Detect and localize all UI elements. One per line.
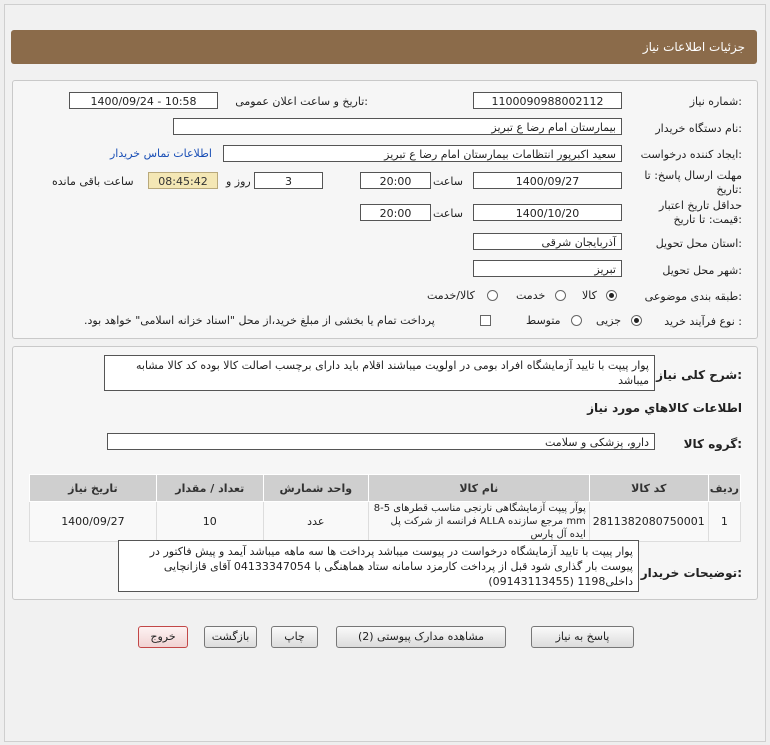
validity-label — [659, 199, 742, 227]
treasury-payment-checkbox[interactable] — [480, 315, 491, 326]
announce-label: تاریخ و ساعت اعلان عمومی: — [235, 95, 368, 108]
validity-date-field: 1400/10/20 — [473, 204, 622, 221]
buyer-notes-label: توضیحات خریدار: — [640, 566, 742, 580]
cell-name: پوآر پیپت آزمایشگاهی نارنجی مناسب قطرهای 5-8 mm مرجع سازنده ALLA فرانسه از شرکت پل ایده آل پارس — [368, 502, 589, 542]
category-radio-service[interactable] — [555, 290, 566, 301]
category-option-goods-service: کالا/خدمت — [427, 289, 475, 302]
validity-label-line2: قیمت: تا تاریخ: — [673, 213, 742, 226]
col-unit: واحد شمارش — [263, 475, 368, 502]
goods-group-label: گروه کالا: — [683, 437, 742, 451]
validity-time-field: 20:00 — [360, 204, 431, 221]
remaining-time-label: ساعت باقی مانده — [52, 175, 134, 188]
category-radio-goods-service[interactable] — [487, 290, 498, 301]
deadline-label-line1: مهلت ارسال پاسخ: تا — [644, 169, 742, 182]
requester-field: سعید اکبرپور انتظامات بیمارستان امام رضا ع تبریز — [223, 145, 622, 162]
city-field: تبریز — [473, 260, 622, 277]
province-field: آذربایجان شرقی — [473, 233, 622, 250]
category-option-goods: کالا — [582, 289, 597, 302]
need-number-label: شماره نیاز: — [689, 95, 742, 108]
col-name: نام کالا — [368, 475, 589, 502]
city-label: شهر محل تحویل: — [662, 264, 742, 277]
remaining-time-field: 08:45:42 — [148, 172, 218, 189]
requester-label: ایجاد کننده درخواست: — [640, 148, 742, 161]
cell-row: 1 — [708, 502, 740, 542]
view-attachments-button[interactable]: مشاهده مدارک پیوستی (2) — [336, 626, 506, 648]
goods-table — [29, 474, 741, 542]
need-number-field: 1100090988002112 — [473, 92, 622, 109]
validity-label-line1: حداقل تاریخ اعتبار — [658, 199, 742, 212]
goods-table-header — [30, 475, 741, 502]
table-row — [30, 502, 741, 542]
page-title: جزئیات اطلاعات نیاز — [642, 40, 745, 54]
announce-field: 1400/09/24 - 10:58 — [69, 92, 218, 109]
cell-date: 1400/09/27 — [30, 502, 157, 542]
reply-button[interactable]: پاسخ به نیاز — [531, 626, 634, 648]
category-option-service: خدمت — [516, 289, 546, 302]
deadline-date-field: 1400/09/27 — [473, 172, 622, 189]
purchase-type-label: نوع فرآیند خرید : — [664, 315, 742, 328]
deadline-label-line2: تاریخ: — [716, 183, 742, 196]
cell-qty: 10 — [156, 502, 263, 542]
print-button[interactable]: چاپ — [271, 626, 318, 648]
purchase-radio-medium[interactable] — [571, 315, 582, 326]
goods-group-field: دارو، پزشکی و سلامت — [107, 433, 655, 450]
days-field: 3 — [254, 172, 323, 189]
need-summary-field: پوار پیپت با تایید آزمایشگاه افراد بومی در اولویت میباشند اقلام باید دارای برچسب اصالت کالا بوده کد کالا مشابه میباشد — [104, 355, 655, 391]
buyer-org-label: نام دستگاه خریدار: — [655, 122, 742, 135]
category-radio-goods[interactable] — [606, 290, 617, 301]
buyer-org-field: بیمارستان امام رضا ع تبریز — [173, 118, 622, 135]
back-button[interactable]: بازگشت — [204, 626, 257, 648]
goods-info-title: اطلاعات کالاهاي مورد نیاز — [587, 401, 742, 415]
exit-button[interactable]: خروج — [138, 626, 188, 648]
purchase-radio-minor[interactable] — [631, 315, 642, 326]
treasury-payment-note: پرداخت تمام یا بخشی از مبلغ خرید،از محل "اسناد خزانه اسلامی" خواهد بود. — [84, 314, 435, 327]
col-qty: تعداد / مقدار — [156, 475, 263, 502]
col-code: کد کالا — [589, 475, 708, 502]
buyer-notes-field: پوار پیپت با تایید آزمایشگاه درخواست در پیوست میباشد پرداخت ها سه ماهه میباشد آیمد و پیش فاکتور در پیوست بار گذاری شود قبل از پرداخت کارمزد سامانه ستاد هماهنگی با 04133347054 آقای قازانچایی داخلی1198 (09143113455) — [118, 540, 639, 592]
contact-buyer-link[interactable]: اطلاعات تماس خریدار — [110, 147, 212, 160]
deadline-label — [644, 169, 742, 197]
col-row: ردیف — [708, 475, 740, 502]
deadline-time-field: 20:00 — [360, 172, 431, 189]
validity-time-label: ساعت — [433, 207, 463, 220]
col-date: تاریخ نیاز — [30, 475, 157, 502]
page-header — [11, 30, 757, 64]
cell-unit: عدد — [263, 502, 368, 542]
deadline-time-label: ساعت — [433, 175, 463, 188]
need-summary-label: شرح کلی نیاز: — [656, 368, 742, 382]
purchase-option-medium: متوسط — [526, 314, 561, 327]
days-label: روز و — [226, 175, 251, 188]
purchase-option-minor: جزیی — [596, 314, 622, 327]
province-label: استان محل تحویل: — [655, 237, 742, 250]
category-label: طبقه بندی موضوعی: — [644, 290, 742, 303]
cell-code: 2811382080750001 — [589, 502, 708, 542]
